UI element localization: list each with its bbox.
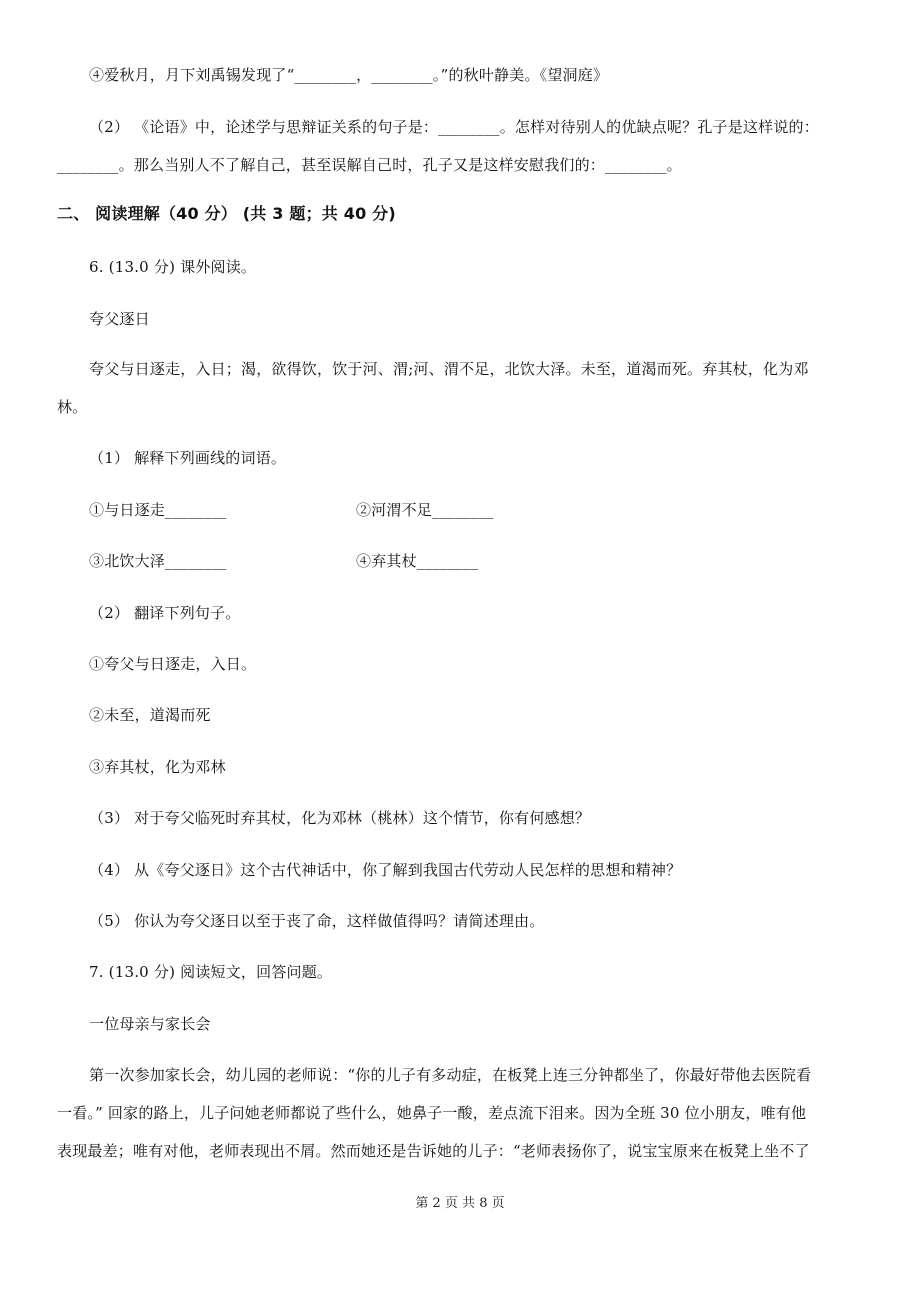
sub-question-5: （5） 你认为夸父逐日以至于丧了命，这样做值得吗？请简述理由。 [89,912,545,930]
passage-2-line-1: 第一次参加家长会，幼儿园的老师说：“你的儿子有多动症，在板凳上连三分钟都坐了，你最好带他去医院看 [89,1066,812,1084]
line-3: ________。那么当别人不了解自己，甚至误解自己时，孔子又是这样安慰我们的：________。 [57,156,682,174]
passage-2-line-3: 表现最差；唯有对他，老师表现出不屑。然而她还是告诉她的儿子：“老师表扬你了，说宝宝原来在板凳上坐不了 [57,1142,810,1160]
line-1: ④爱秋月，月下刘禹锡发现了“________，________。”的秋叶静美。《望洞庭》 [89,66,609,84]
translate-item-3: ③弃其杖，化为邓林 [89,758,226,776]
sub-question-3: （3） 对于夸父临死时弃其杖，化为邓林（桃林）这个情节，你有何感想？ [89,809,591,827]
blank-item-4: ④弃其杖________ [356,552,479,570]
line-2: （2） 《论语》中，论述学与思辩证关系的句子是：________。怎样对待别人的优缺点呢？孔子是这样说的： [89,118,819,136]
passage-text-cont: 林。 [57,398,88,416]
translate-item-2: ②未至，道渴而死 [89,706,211,724]
passage-text: 夸父与日逐走，入日；渴，欲得饮，饮于河、渭;河、渭不足，北饮大泽。未至，道渴而死。弃其杖，化为邓 [89,360,809,378]
question-6-header: 6. (13.0 分) 课外阅读。 [89,258,257,276]
sub-question-4: （4） 从《夸父逐日》这个古代神话中，你了解到我国古代劳动人民怎样的思想和精神？ [89,861,682,879]
passage-title: 夸父逐日 [89,310,150,328]
blank-item-2: ②河渭不足________ [356,501,494,519]
section-heading: 二、 阅读理解（40 分） (共 3 题；共 40 分) [57,204,396,223]
translate-item-1: ①夸父与日逐走，入日。 [89,655,257,673]
passage-title-2: 一位母亲与家长会 [89,1015,211,1033]
passage-2-line-2: 一看。” 回家的路上，儿子问她老师都说了些什么，她鼻子一酸，差点流下泪来。因为全班 30 位小朋友，唯有他 [57,1104,807,1122]
sub-question-2: （2） 翻译下列句子。 [89,604,241,622]
sub-question-1: （1） 解释下列画线的词语。 [89,449,287,467]
blank-item-1: ①与日逐走________ [89,501,227,519]
question-7-header: 7. (13.0 分) 阅读短文，回答问题。 [89,963,333,981]
page-footer: 第 2 页 共 8 页 [415,1196,505,1211]
blank-item-3: ③北饮大泽________ [89,552,227,570]
